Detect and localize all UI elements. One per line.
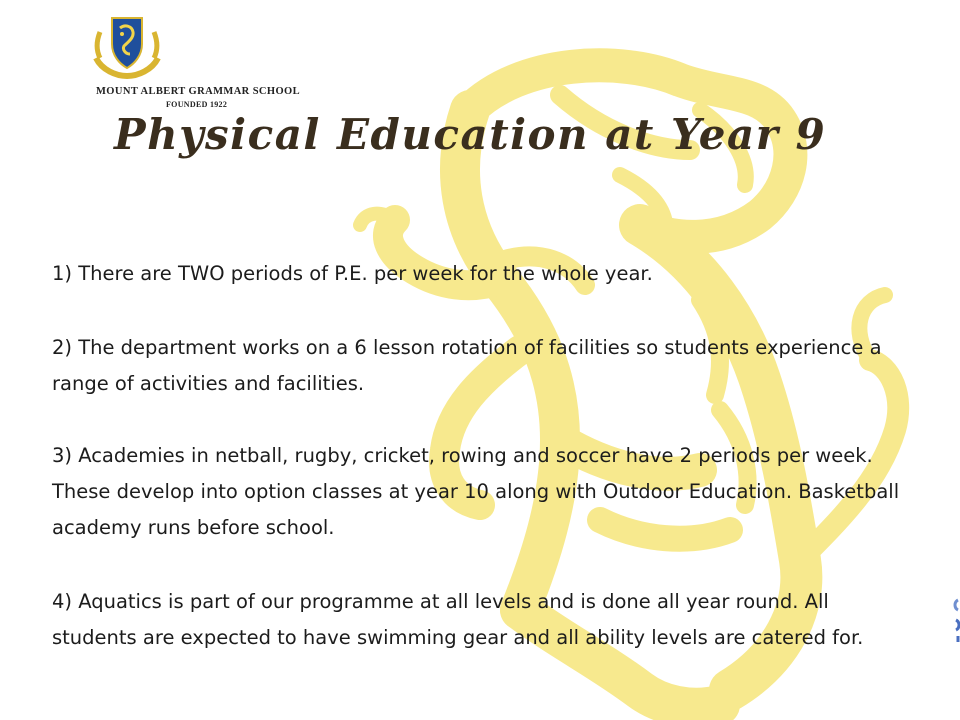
paragraph-1: 1) There are TWO periods of P.E. per week for the whole year. bbox=[52, 262, 653, 285]
paragraph-3: 3) Academies in netball, rugby, cricket, rowing and soccer have 2 periods per week. These develop into option classes at year 10 along with Outdoor Education. Basketball academy runs before school. bbox=[52, 444, 900, 539]
school-crest-icon bbox=[92, 12, 162, 82]
edge-decoration-icon bbox=[950, 598, 960, 644]
slide-title: Physical Education at Year 9 bbox=[114, 110, 827, 159]
school-founded-year: FOUNDED 1922 bbox=[166, 100, 228, 109]
paragraph-4: 4) Aquatics is part of our programme at all levels and is done all year round. All students are expected to have swimming gear and all ability levels are catered for. bbox=[52, 590, 864, 649]
paragraph-2: 2) The department works on a 6 lesson rotation of facilities so students experience a range of activities and facilities. bbox=[52, 336, 882, 395]
school-name: MOUNT ALBERT GRAMMAR SCHOOL bbox=[96, 86, 301, 97]
